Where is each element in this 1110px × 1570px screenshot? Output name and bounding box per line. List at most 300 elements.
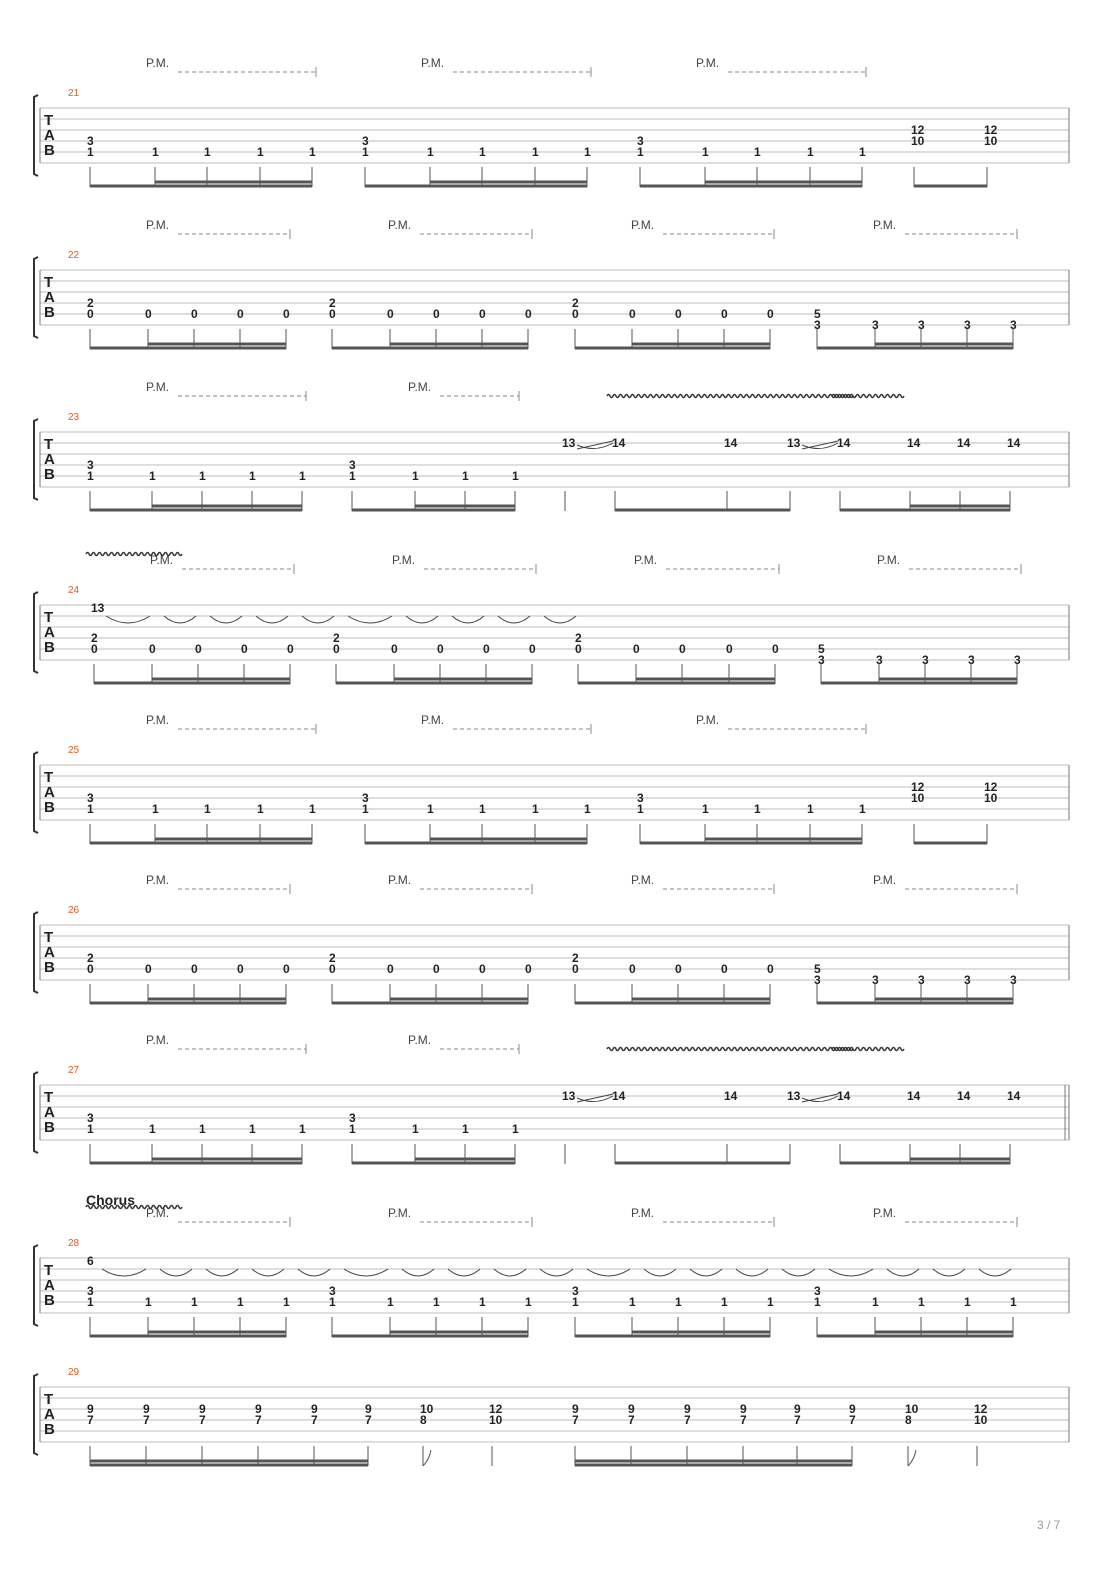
fret-number: 3	[918, 318, 925, 332]
fret-number: 0	[191, 307, 198, 321]
fret-number: 9	[628, 1402, 635, 1416]
fret-number: 14	[1007, 436, 1021, 450]
fret-number: 1	[532, 145, 539, 159]
fret-number: 1	[807, 145, 814, 159]
palm-mute-label: P.M.	[696, 713, 720, 727]
fret-number: 0	[191, 962, 198, 976]
fret-number: 1	[721, 1295, 728, 1309]
fret-number: 1	[309, 802, 316, 816]
fret-number: 7	[849, 1413, 856, 1427]
tab-clef-letter: B	[44, 799, 55, 816]
tab-clef-letter: B	[44, 1292, 55, 1309]
slide-line	[802, 441, 838, 449]
measure-number: 25	[68, 745, 80, 756]
tie-arc	[102, 1269, 146, 1276]
system-21	[34, 56, 1069, 187]
system-bracket	[34, 752, 38, 833]
fret-number: 3	[1010, 973, 1017, 987]
vibrato-mark	[607, 1048, 853, 1051]
fret-number: 1	[191, 1295, 198, 1309]
fret-number: 7	[255, 1413, 262, 1427]
fret-number: 6	[87, 1254, 94, 1268]
fret-number: 0	[87, 962, 94, 976]
tie-arc	[448, 1269, 480, 1276]
fret-number: 1	[807, 802, 814, 816]
tab-clef-letter: A	[44, 624, 55, 641]
fret-number: 8	[905, 1413, 912, 1427]
fret-number: 1	[152, 802, 159, 816]
fret-number: 12	[911, 123, 925, 137]
fret-number: 7	[572, 1413, 579, 1427]
fret-number: 1	[87, 1295, 94, 1309]
fret-number: 9	[684, 1402, 691, 1416]
fret-number: 14	[957, 436, 971, 450]
fret-number: 0	[433, 307, 440, 321]
fret-number: 0	[572, 307, 579, 321]
palm-mute-label: P.M.	[421, 56, 445, 70]
tie-arc	[348, 616, 392, 623]
tab-clef-letter: T	[44, 769, 54, 786]
palm-mute-label: P.M.	[873, 1206, 897, 1220]
fret-number: 0	[145, 962, 152, 976]
fret-number: 0	[772, 642, 779, 656]
fret-number: 1	[702, 802, 709, 816]
palm-mute-label: P.M.	[146, 1033, 170, 1047]
note-flag	[423, 1450, 431, 1466]
fret-number: 13	[787, 436, 801, 450]
fret-number: 0	[525, 307, 532, 321]
fret-number: 3	[872, 973, 879, 987]
fret-number: 1	[675, 1295, 682, 1309]
fret-number: 5	[814, 307, 821, 321]
fret-number: 1	[814, 1295, 821, 1309]
tie-arc	[256, 616, 288, 623]
tie-arc	[160, 1269, 192, 1276]
tie-arc	[406, 616, 438, 623]
fret-number: 0	[195, 642, 202, 656]
fret-number: 9	[794, 1402, 801, 1416]
fret-number: 1	[249, 1122, 256, 1136]
measure-number: 29	[68, 1367, 80, 1378]
system-27	[34, 1033, 1069, 1164]
tie-arc	[344, 1269, 388, 1276]
fret-number: 0	[87, 307, 94, 321]
tab-clef-letter: T	[44, 1262, 54, 1279]
fret-number: 1	[479, 145, 486, 159]
fret-number: 3	[349, 1111, 356, 1125]
fret-number: 2	[572, 296, 579, 310]
fret-number: 3	[918, 973, 925, 987]
palm-mute-label: P.M.	[388, 218, 412, 232]
tie-arc	[979, 1269, 1011, 1276]
fret-number: 12	[984, 780, 998, 794]
fret-number: 3	[87, 1111, 94, 1125]
fret-number: 3	[637, 134, 644, 148]
tie-arc	[829, 1269, 873, 1276]
fret-number: 7	[740, 1413, 747, 1427]
system-bracket	[34, 912, 38, 993]
fret-number: 13	[562, 1089, 576, 1103]
fret-number: 3	[87, 134, 94, 148]
fret-number: 3	[349, 458, 356, 472]
fret-number: 0	[391, 642, 398, 656]
palm-mute-label: P.M.	[408, 380, 432, 394]
system-bracket	[34, 1245, 38, 1326]
system-23	[34, 380, 1069, 511]
tie-arc	[494, 1269, 526, 1276]
tab-clef-letter: T	[44, 436, 54, 453]
fret-number: 7	[311, 1413, 318, 1427]
palm-mute-label: P.M.	[392, 553, 416, 567]
fret-number: 10	[489, 1413, 503, 1427]
fret-number: 0	[283, 962, 290, 976]
fret-number: 1	[525, 1295, 532, 1309]
fret-number: 1	[152, 145, 159, 159]
tab-clef-letter: T	[44, 609, 54, 626]
fret-number: 1	[362, 145, 369, 159]
fret-number: 9	[572, 1402, 579, 1416]
fret-number: 9	[255, 1402, 262, 1416]
tab-clef-letter: B	[44, 304, 55, 321]
fret-number: 3	[814, 973, 821, 987]
fret-number: 1	[872, 1295, 879, 1309]
system-bracket	[34, 95, 38, 176]
tie-arc	[540, 1269, 573, 1276]
fret-number: 13	[562, 436, 576, 450]
section-label: Chorus	[86, 1192, 135, 1208]
palm-mute-label: P.M.	[408, 1033, 432, 1047]
fret-number: 7	[143, 1413, 150, 1427]
fret-number: 3	[876, 653, 883, 667]
fret-number: 1	[512, 1122, 519, 1136]
palm-mute-label: P.M.	[388, 1206, 412, 1220]
fret-number: 0	[387, 307, 394, 321]
fret-number: 14	[724, 436, 738, 450]
fret-number: 1	[637, 802, 644, 816]
note-flag	[908, 1450, 916, 1466]
measure-number: 24	[68, 585, 80, 596]
fret-number: 1	[257, 802, 264, 816]
fret-number: 0	[241, 642, 248, 656]
fret-number: 5	[818, 642, 825, 656]
fret-number: 7	[87, 1413, 94, 1427]
fret-number: 9	[311, 1402, 318, 1416]
fret-number: 9	[143, 1402, 150, 1416]
fret-number: 1	[754, 802, 761, 816]
fret-number: 0	[329, 307, 336, 321]
slide-line	[577, 441, 613, 449]
fret-number: 0	[767, 962, 774, 976]
fret-number: 3	[362, 791, 369, 805]
slide-line	[577, 1094, 613, 1102]
fret-number: 7	[628, 1413, 635, 1427]
fret-number: 1	[204, 145, 211, 159]
tab-clef-letter: T	[44, 112, 54, 129]
fret-number: 14	[612, 1089, 626, 1103]
fret-number: 3	[922, 653, 929, 667]
tie-arc	[587, 1269, 630, 1276]
fret-number: 1	[283, 1295, 290, 1309]
system-26	[34, 873, 1069, 1004]
fret-number: 1	[249, 469, 256, 483]
fret-number: 0	[575, 642, 582, 656]
tab-clef-letter: B	[44, 1119, 55, 1136]
system-bracket	[34, 257, 38, 338]
fret-number: 10	[984, 134, 998, 148]
tie-arc	[106, 616, 150, 623]
fret-number: 12	[911, 780, 925, 794]
system-bracket	[34, 592, 38, 673]
fret-number: 10	[974, 1413, 988, 1427]
fret-number: 1	[412, 1122, 419, 1136]
fret-number: 1	[329, 1295, 336, 1309]
fret-number: 1	[859, 802, 866, 816]
fret-number: 1	[349, 469, 356, 483]
measure-number: 28	[68, 1238, 80, 1249]
fret-number: 1	[149, 469, 156, 483]
fret-number: 3	[637, 791, 644, 805]
fret-number: 0	[283, 307, 290, 321]
fret-number: 3	[968, 653, 975, 667]
fret-number: 2	[329, 296, 336, 310]
fret-number: 2	[575, 631, 582, 645]
fret-number: 0	[237, 962, 244, 976]
fret-number: 0	[726, 642, 733, 656]
slide-line	[802, 1094, 838, 1102]
fret-number: 3	[87, 1284, 94, 1298]
fret-number: 1	[199, 1122, 206, 1136]
fret-number: 0	[529, 642, 536, 656]
fret-number: 14	[837, 1089, 851, 1103]
system-22	[34, 218, 1069, 349]
fret-number: 0	[329, 962, 336, 976]
fret-number: 14	[957, 1089, 971, 1103]
fret-number: 14	[724, 1089, 738, 1103]
fret-number: 2	[572, 951, 579, 965]
measure-number: 22	[68, 250, 80, 261]
tie-arc	[933, 1269, 965, 1276]
palm-mute-label: P.M.	[146, 380, 170, 394]
fret-number: 3	[814, 1284, 821, 1298]
fret-number: 0	[572, 962, 579, 976]
fret-number: 0	[237, 307, 244, 321]
fret-number: 1	[512, 469, 519, 483]
fret-number: 3	[362, 134, 369, 148]
palm-mute-label: P.M.	[150, 553, 174, 567]
tab-clef-letter: T	[44, 1391, 54, 1408]
palm-mute-label: P.M.	[421, 713, 445, 727]
fret-number: 1	[199, 469, 206, 483]
fret-number: 3	[329, 1284, 336, 1298]
tie-arc	[164, 616, 196, 623]
fret-number: 10	[911, 134, 925, 148]
palm-mute-label: P.M.	[696, 56, 720, 70]
fret-number: 0	[479, 307, 486, 321]
fret-number: 0	[333, 642, 340, 656]
fret-number: 9	[740, 1402, 747, 1416]
fret-number: 1	[964, 1295, 971, 1309]
system-bracket	[34, 419, 38, 500]
fret-number: 0	[767, 307, 774, 321]
tie-arc	[782, 1269, 815, 1276]
fret-number: 1	[299, 469, 306, 483]
tie-arc	[206, 1269, 238, 1276]
fret-number: 10	[911, 791, 925, 805]
fret-number: 1	[584, 802, 591, 816]
system-29	[34, 1367, 1069, 1466]
tie-arc	[302, 616, 334, 623]
fret-number: 1	[479, 1295, 486, 1309]
fret-number: 0	[675, 307, 682, 321]
tie-arc	[402, 1269, 434, 1276]
fret-number: 3	[1014, 653, 1021, 667]
fret-number: 0	[145, 307, 152, 321]
fret-number: 1	[702, 145, 709, 159]
fret-number: 9	[87, 1402, 94, 1416]
fret-number: 8	[420, 1413, 427, 1427]
tie-arc	[252, 1269, 284, 1276]
fret-number: 3	[1010, 318, 1017, 332]
fret-number: 2	[87, 296, 94, 310]
fret-number: 1	[637, 145, 644, 159]
palm-mute-label: P.M.	[146, 713, 170, 727]
palm-mute-label: P.M.	[631, 1206, 655, 1220]
fret-number: 12	[984, 123, 998, 137]
tie-arc	[298, 1269, 330, 1276]
fret-number: 0	[525, 962, 532, 976]
fret-number: 1	[859, 145, 866, 159]
palm-mute-label: P.M.	[146, 56, 170, 70]
fret-number: 0	[675, 962, 682, 976]
fret-number: 1	[584, 145, 591, 159]
tie-arc	[644, 1269, 676, 1276]
fret-number: 7	[199, 1413, 206, 1427]
fret-number: 7	[365, 1413, 372, 1427]
fret-number: 1	[87, 469, 94, 483]
palm-mute-label: P.M.	[631, 873, 655, 887]
fret-number: 3	[814, 318, 821, 332]
palm-mute-label: P.M.	[146, 218, 170, 232]
palm-mute-label: P.M.	[146, 1206, 170, 1220]
fret-number: 0	[721, 962, 728, 976]
fret-number: 1	[462, 469, 469, 483]
system-24	[34, 553, 1069, 685]
fret-number: 1	[299, 1122, 306, 1136]
fret-number: 0	[387, 962, 394, 976]
fret-number: 1	[412, 469, 419, 483]
fret-number: 0	[483, 642, 490, 656]
fret-number: 0	[629, 307, 636, 321]
measure-number: 23	[68, 412, 80, 423]
palm-mute-label: P.M.	[873, 873, 897, 887]
fret-number: 0	[437, 642, 444, 656]
fret-number: 0	[287, 642, 294, 656]
fret-number: 1	[387, 1295, 394, 1309]
fret-number: 1	[309, 145, 316, 159]
tab-clef-letter: A	[44, 127, 55, 144]
palm-mute-label: P.M.	[146, 873, 170, 887]
fret-number: 1	[362, 802, 369, 816]
fret-number: 3	[87, 791, 94, 805]
palm-mute-label: P.M.	[873, 218, 897, 232]
tie-arc	[736, 1269, 768, 1276]
tab-clef-letter: B	[44, 466, 55, 483]
fret-number: 0	[479, 962, 486, 976]
fret-number: 10	[905, 1402, 919, 1416]
tab-clef-letter: A	[44, 289, 55, 306]
tie-arc	[452, 616, 484, 623]
fret-number: 0	[149, 642, 156, 656]
fret-number: 1	[87, 1122, 94, 1136]
fret-number: 3	[818, 653, 825, 667]
fret-number: 14	[1007, 1089, 1021, 1103]
fret-number: 5	[814, 962, 821, 976]
fret-number: 13	[91, 601, 105, 615]
palm-mute-label: P.M.	[877, 553, 901, 567]
fret-number: 13	[787, 1089, 801, 1103]
measure-number: 27	[68, 1065, 80, 1076]
fret-number: 1	[237, 1295, 244, 1309]
fret-number: 14	[907, 436, 921, 450]
fret-number: 10	[420, 1402, 434, 1416]
tab-clef-letter: B	[44, 959, 55, 976]
tie-arc	[210, 616, 242, 623]
fret-number: 3	[964, 973, 971, 987]
fret-number: 1	[479, 802, 486, 816]
fret-number: 0	[433, 962, 440, 976]
fret-number: 12	[974, 1402, 988, 1416]
fret-number: 2	[87, 951, 94, 965]
page-number: 3 / 7	[1037, 1518, 1061, 1532]
fret-number: 0	[629, 962, 636, 976]
measure-number: 26	[68, 905, 80, 916]
fret-number: 1	[462, 1122, 469, 1136]
fret-number: 0	[633, 642, 640, 656]
fret-number: 7	[684, 1413, 691, 1427]
fret-number: 1	[204, 802, 211, 816]
fret-number: 9	[365, 1402, 372, 1416]
system-bracket	[34, 1374, 38, 1455]
fret-number: 7	[794, 1413, 801, 1427]
fret-number: 1	[767, 1295, 774, 1309]
palm-mute-label: P.M.	[634, 553, 658, 567]
fret-number: 1	[427, 145, 434, 159]
fret-number: 1	[149, 1122, 156, 1136]
tab-clef-letter: T	[44, 1089, 54, 1106]
tie-arc	[690, 1269, 722, 1276]
fret-number: 3	[872, 318, 879, 332]
fret-number: 2	[91, 631, 98, 645]
tab-clef-letter: B	[44, 639, 55, 656]
fret-number: 3	[964, 318, 971, 332]
fret-number: 10	[984, 791, 998, 805]
tab-clef-letter: T	[44, 929, 54, 946]
fret-number: 1	[532, 802, 539, 816]
palm-mute-label: P.M.	[388, 873, 412, 887]
fret-number: 1	[629, 1295, 636, 1309]
tie-arc	[544, 616, 576, 623]
fret-number: 0	[679, 642, 686, 656]
palm-mute-label: P.M.	[631, 218, 655, 232]
fret-number: 0	[721, 307, 728, 321]
tab-clef-letter: T	[44, 274, 54, 291]
tab-clef-letter: B	[44, 142, 55, 159]
tab-clef-letter: A	[44, 1406, 55, 1423]
fret-number: 3	[87, 458, 94, 472]
fret-number: 1	[754, 145, 761, 159]
fret-number: 12	[489, 1402, 503, 1416]
fret-number: 1	[572, 1295, 579, 1309]
